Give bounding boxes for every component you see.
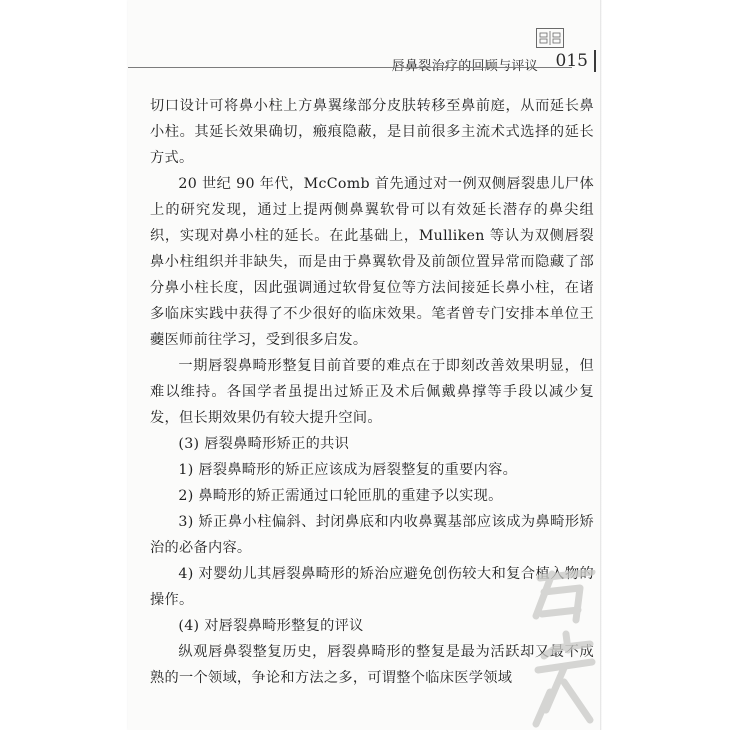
seal-logo-icon: [536, 28, 564, 48]
section-heading-4: (4) 对唇裂鼻畸形整复的评议: [178, 618, 364, 634]
calligraphy-watermark-icon: [480, 570, 600, 730]
list-item-2: 2) 鼻畸形的矫正需通过口轮匝肌的重建予以实现。: [178, 488, 503, 504]
list-item-3: 3) 矫正鼻小柱偏斜、封闭鼻底和内收鼻翼基部应该成为鼻畸形矫治的必备内容。: [150, 514, 594, 556]
paragraph-3: 一期唇裂鼻畸形整复目前首要的难点在于即刻改善效果明显，但难以维持。各国学者虽提出过矫正及术后佩戴鼻撑等手段以减少复发，但长期效果仍有较大提升空间。: [150, 358, 594, 426]
list-item-4: 4) 对婴幼儿其唇裂鼻畸形的矫治应避免创伤较大和复合植入物的操作。: [150, 566, 594, 608]
header-rule: [128, 67, 572, 68]
page-margin: [600, 0, 730, 730]
book-page: [128, 0, 600, 730]
running-header-title: 唇鼻裂治疗的回顾与评议: [391, 59, 538, 74]
page-edge-shadow: [600, 0, 602, 730]
paragraph-1: 切口设计可将鼻小柱上方鼻翼缘部分皮肤转移至鼻前庭，从而延长鼻小柱。其延长效果确切，瘢痕隐蔽，是目前很多主流术式选择的延长方式。: [150, 98, 594, 166]
list-item-1: 1) 唇裂鼻畸形的矫正应该成为唇裂整复的重要内容。: [178, 462, 518, 478]
page-number: 015: [555, 51, 588, 71]
header-bar-divider: [594, 50, 596, 72]
paragraph-2: 20 世纪 90 年代，McComb 首先通过对一例双侧唇裂患儿尸体上的研究发现，通过上提两侧鼻翼软骨可以有效延长潜存的鼻尖组织，实现对鼻小柱的延长。在此基础上，Mulliken 等认为双侧唇裂鼻小柱组织并非缺失，而是由于鼻翼软骨及前颌位置异常而隐藏了部分鼻小柱长度，因此强调通过软骨复位等方法间接延长鼻小柱，在诸多临床实践中获得了不少很好的临床效果。笔者曾专门安排本单位王虁医师前往学习，受到很多启发。: [150, 176, 594, 348]
paragraph-final: 纵观唇鼻裂整复历史，唇裂鼻畸形的整复是最为活跃却又最不成熟的一个领域，争论和方法之多，可谓整个临床医学领域: [150, 644, 594, 686]
section-heading-3: (3) 唇裂鼻畸形矫正的共识: [178, 436, 350, 452]
